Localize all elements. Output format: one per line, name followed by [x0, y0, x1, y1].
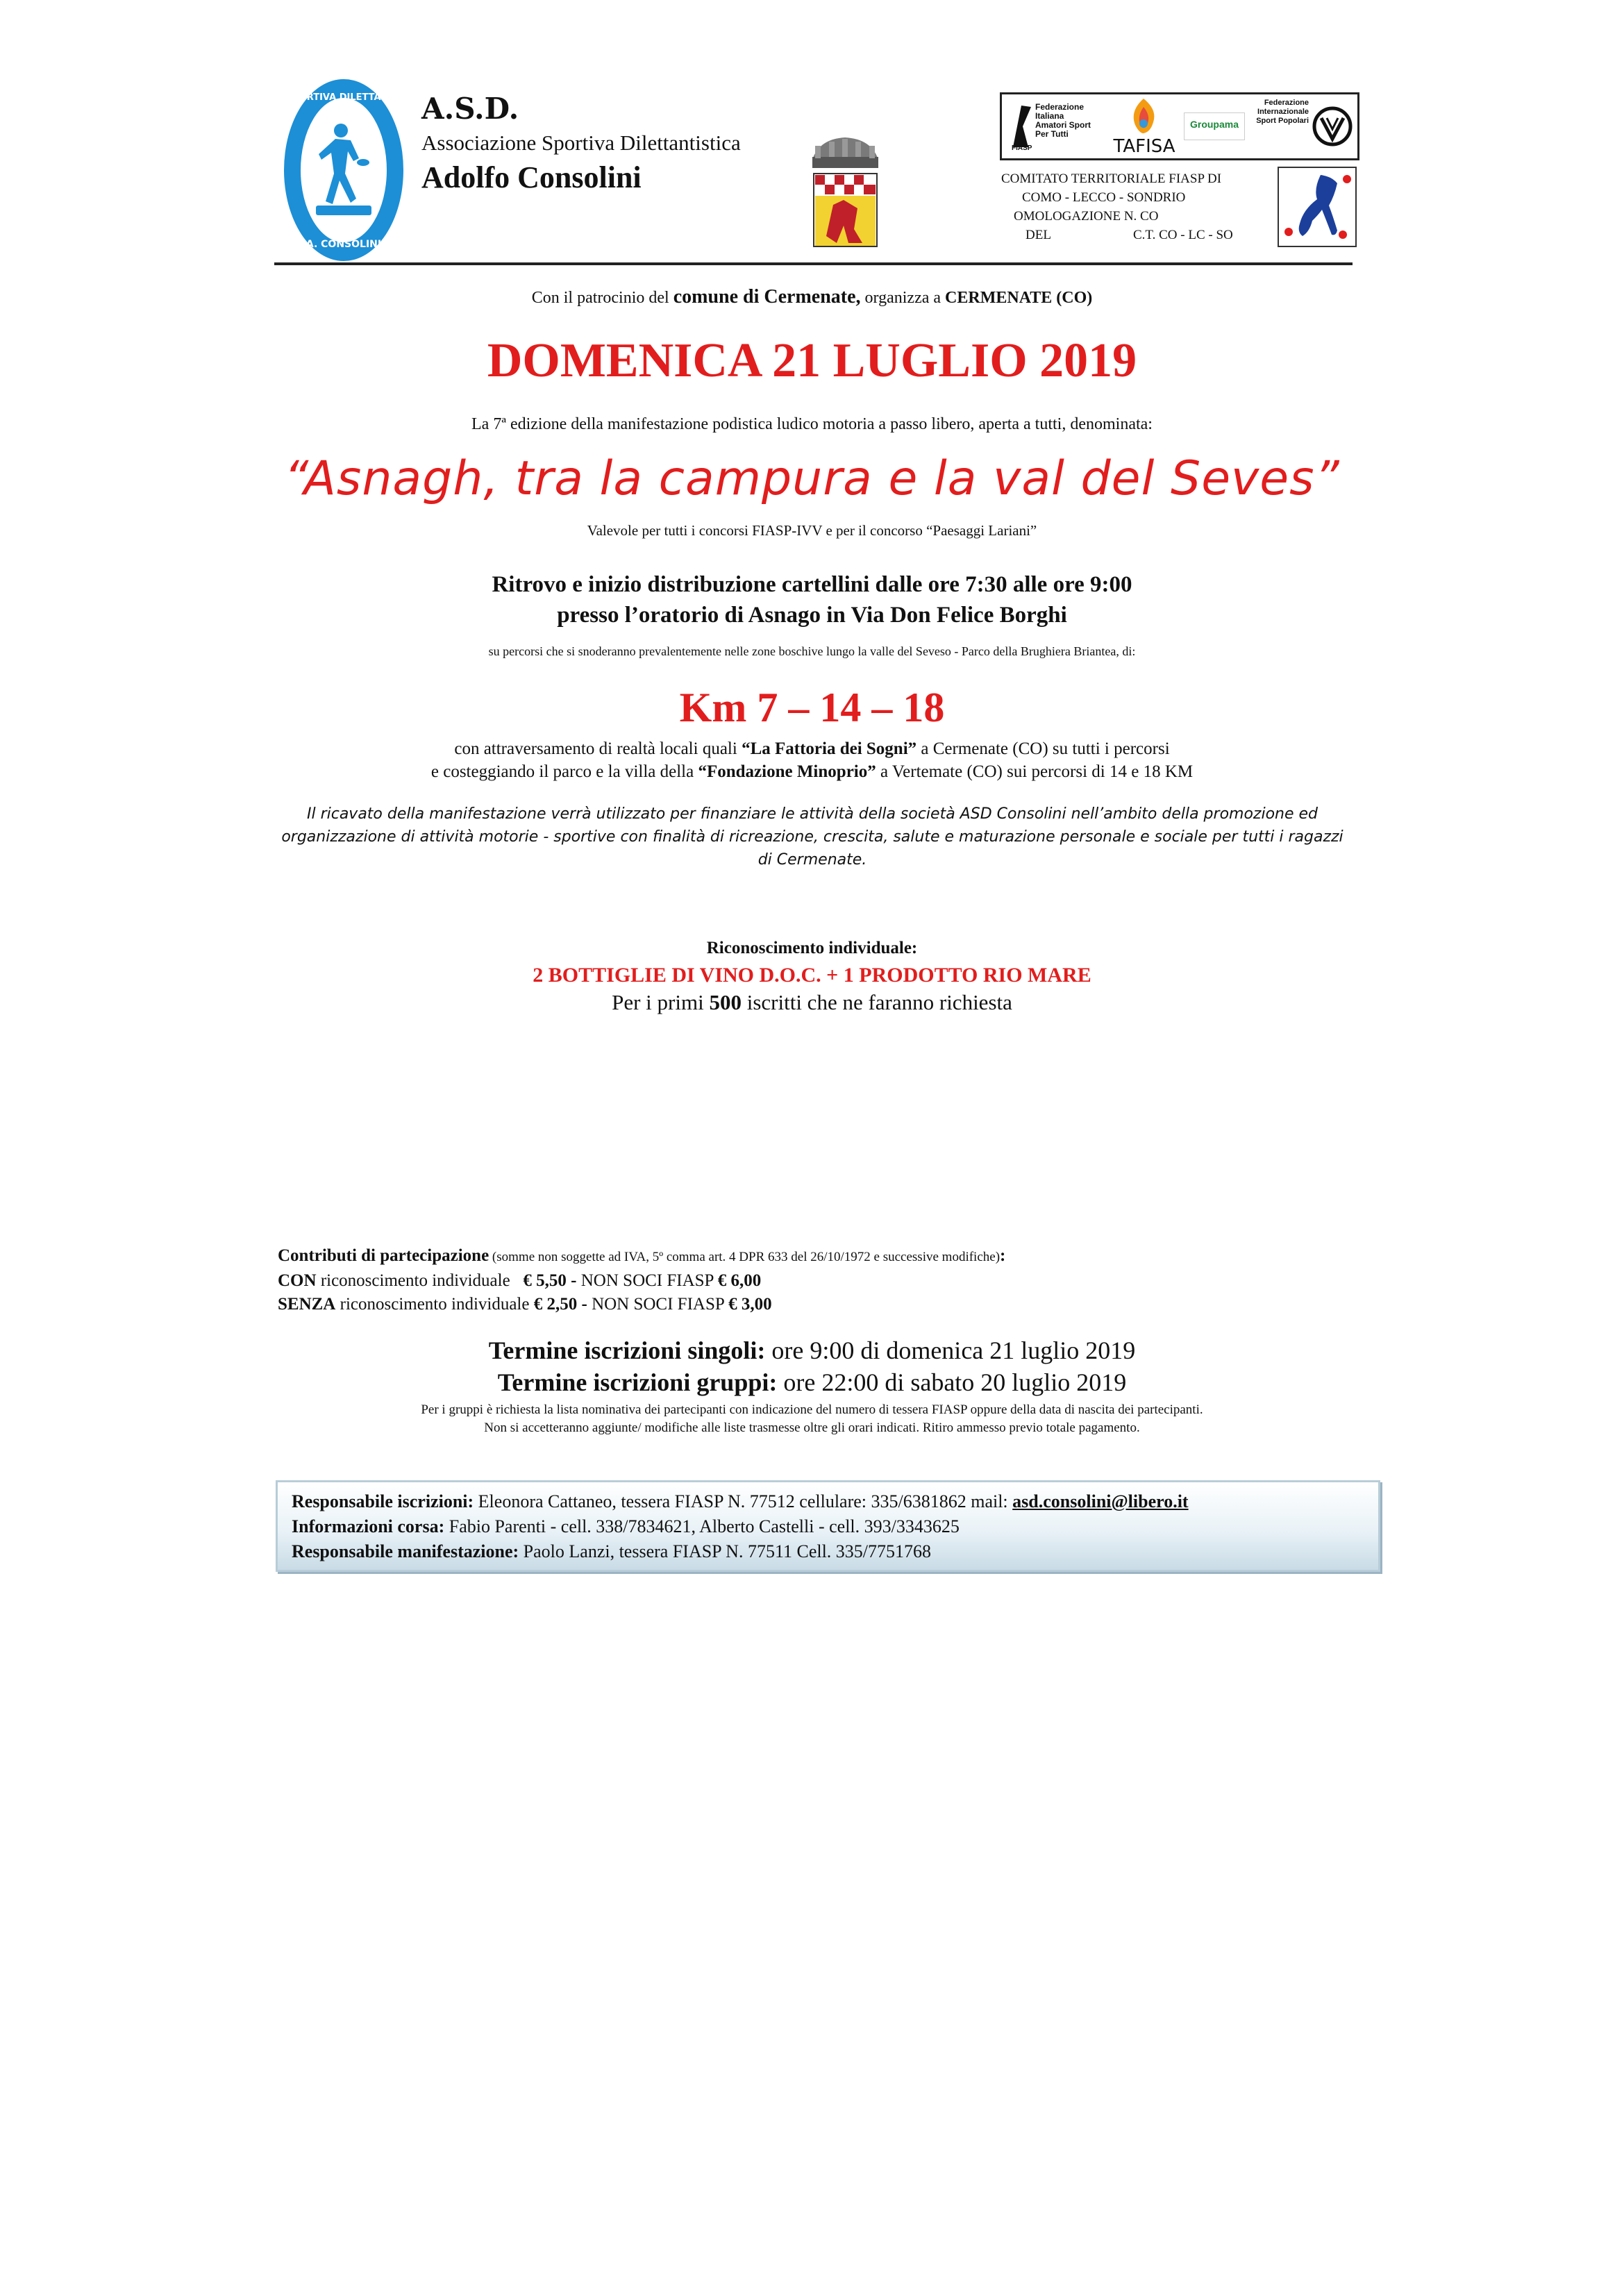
senza-nonsoci-price: € 3,00 [728, 1295, 772, 1314]
fiasp-short: FIASP [1012, 144, 1032, 152]
primi-b: iscritti che ne faranno richiesta [741, 990, 1012, 1014]
attraversamento-line2 [0, 760, 1624, 783]
header-divider [274, 262, 1353, 265]
contributi-colon: : [1000, 1246, 1006, 1265]
primi-num: 500 [709, 990, 742, 1014]
gruppi-note-line1: Per i gruppi è richiesta la lista nominativa dei partecipanti con indicazione del numero di tessera FIASP oppure della data di nascita dei partecipanti. [421, 1402, 1203, 1417]
attraversamento-block [0, 737, 1624, 783]
groupama-text: Groupama [1189, 119, 1239, 130]
con-nonsoci-price: € 6,00 [717, 1271, 762, 1290]
ritrovo-block [0, 569, 1624, 630]
primi-a: Per i primi [612, 990, 710, 1014]
logo-text-top: ASS. SPORTIVA DILETTANTISTICA [260, 92, 428, 103]
comitato-line2: COMO - LECCO - SONDRIO [1022, 190, 1186, 205]
con-price: € 5,50 - [523, 1271, 577, 1290]
ivv-logo-text: Federazione Internazionale Sport Popolari [1256, 99, 1309, 125]
ricavato-text: Il ricavato della manifestazione verrà utilizzato per finanziare le attività della società ASD Consolini nell’ambito della promozione ed organizzazione di attività motorie - sportive con finalità di ricreazione, crescita, salute e maturazione personale e sociale per tutti i ragazzi di Cermenate. [281, 805, 1343, 869]
termine-singoli-value: ore 9:00 di domenica 21 luglio 2019 [765, 1336, 1136, 1364]
senza-nonsoci: NON SOCI FIASP [587, 1295, 729, 1314]
logo-text-bottom: A. CONSOLINI [305, 239, 382, 250]
attr-l1-c: a Cermenate (CO) su tutti i percorsi [916, 739, 1170, 758]
contributi-senza-line [278, 1293, 1347, 1316]
attr-fattoria: “La Fattoria dei Sogni” [742, 739, 917, 758]
ritrovo-line2: presso l’oratorio di Asnago in Via Don Felice Borghi [557, 603, 1067, 628]
email-link[interactable]: asd.consolini@libero.it [1012, 1491, 1189, 1511]
termine-singoli [0, 1334, 1624, 1366]
valevole-text: Valevole per tutti i concorsi FIASP-IVV e per il concorso “Paesaggi Lariani” [587, 522, 1037, 539]
groupama-logo [1184, 112, 1245, 140]
org-abbr: A.S.D. [421, 92, 519, 126]
territory-map-icon [1278, 167, 1357, 247]
contributi-note: (somme non soggette ad IVA, 5º comma art. 4 DPR 633 del 26/10/1972 e successive modifiche) [489, 1250, 1001, 1264]
contacts-lines [292, 1489, 1189, 1564]
edition-text: La 7ª edizione della manifestazione podistica ludico motoria a passo libero, aperta a tutti, denominata: [471, 415, 1153, 433]
comitato-line3: OMOLOGAZIONE N. CO [1014, 209, 1159, 224]
attr-l2-c: a Vertemate (CO) sui percorsi di 14 e 18 KM [876, 762, 1194, 781]
ivv-emblem-icon [1312, 100, 1353, 153]
attraversamento-line1 [0, 737, 1624, 760]
gruppi-note [0, 1401, 1624, 1437]
event-name: “Asnagh, tra la campura e la val del Seves” [284, 451, 1340, 506]
contact-resp-iscrizioni [292, 1489, 1189, 1514]
contributi-title-line [278, 1244, 1347, 1269]
tafisa-flame-icon [1123, 97, 1164, 136]
tafisa-logo [1113, 97, 1175, 156]
con-nonsoci: NON SOCI FIASP [576, 1271, 718, 1290]
asd-consolini-logo [260, 76, 428, 264]
info-value: Fabio Parenti - cell. 338/7834621, Alberto Castelli - cell. 393/3343625 [444, 1516, 960, 1536]
patronage-place: CERMENATE (CO) [945, 289, 1093, 307]
senza-desc: riconoscimento individuale [335, 1295, 534, 1314]
gruppi-note-line2: Non si accetteranno aggiunte/ modifiche alle liste trasmesse oltre gli orari indicati. Ritiro ammesso previo totale pagamento. [484, 1421, 1140, 1435]
con-label: CON [278, 1271, 317, 1290]
termine-gruppi-label: Termine iscrizioni gruppi: [497, 1368, 778, 1396]
comitato-text [1001, 169, 1279, 244]
patronage-line [0, 286, 1624, 308]
contributi-title: Contributi di partecipazione [278, 1246, 489, 1265]
riconoscimento-prize: 2 BOTTIGLIE DI VINO D.O.C. + 1 PRODOTTO RIO MARE [533, 964, 1091, 987]
event-date: DOMENICA 21 LUGLIO 2019 [487, 334, 1137, 387]
comitato-line4-del: DEL [1026, 228, 1051, 242]
fiasp-logo [1007, 99, 1091, 154]
termine-singoli-label: Termine iscrizioni singoli: [488, 1336, 766, 1364]
riconoscimento-primi [0, 990, 1624, 1015]
con-desc: riconoscimento individuale [316, 1271, 524, 1290]
riconoscimento-label: Riconoscimento individuale: [706, 939, 918, 957]
resp-value: Eleonora Cattaneo, tessera FIASP N. 77512 cellulare: 335/6381862 mail: [474, 1491, 1013, 1511]
contributi-block [278, 1244, 1347, 1316]
contacts-box [276, 1480, 1380, 1572]
attr-minoprio: “Fondazione Minoprio” [698, 762, 876, 781]
comitato-line1: COMITATO TERRITORIALE FIASP DI [1001, 171, 1222, 186]
cermenate-crest-icon [805, 132, 885, 250]
percorsi-note: su percorsi che si snoderanno prevalentemente nelle zone boschive lungo la valle del Seveso - Parco della Brughiera Briantea, di: [488, 644, 1136, 658]
federation-logos-box [1000, 92, 1359, 160]
contact-resp-manifestazione [292, 1539, 1189, 1564]
info-label: Informazioni corsa: [292, 1516, 445, 1536]
fiasp-logo-text: Federazione Italiana Amatori Sport Per Tutti [1035, 102, 1091, 139]
attr-l2-a: e costeggiando il parco e la villa della [430, 762, 698, 781]
resp-label: Responsabile iscrizioni: [292, 1491, 474, 1511]
manif-label: Responsabile manifestazione: [292, 1541, 519, 1561]
contributi-con-line [278, 1269, 1347, 1293]
senza-price: € 2,50 - [533, 1295, 587, 1314]
attr-l1-a: con attraversamento di realtà locali quali [454, 739, 742, 758]
comitato-line4-ct: C.T. CO - LC - SO [1133, 228, 1233, 242]
tafisa-text: TAFISA [1113, 136, 1175, 157]
patronage-prefix: Con il patrocinio del [531, 289, 673, 307]
patronage-middle: organizza a [860, 289, 946, 307]
km-distances: Km 7 – 14 – 18 [679, 685, 945, 730]
termine-gruppi [0, 1366, 1624, 1398]
org-full-name: Associazione Sportiva Dilettantistica [421, 131, 741, 155]
manif-value: Paolo Lanzi, tessera FIASP N. 77511 Cell. 335/7751768 [519, 1541, 932, 1561]
contact-info-corsa [292, 1514, 1189, 1539]
org-name: Adolfo Consolini [421, 160, 642, 194]
termine-gruppi-value: ore 22:00 di sabato 20 luglio 2019 [777, 1368, 1127, 1396]
termine-block [0, 1334, 1624, 1398]
ritrovo-line1: Ritrovo e inizio distribuzione cartellini dalle ore 7:30 alle ore 9:00 [492, 572, 1132, 597]
patronage-comune: comune di Cermenate, [673, 286, 861, 308]
senza-label: SENZA [278, 1295, 336, 1314]
